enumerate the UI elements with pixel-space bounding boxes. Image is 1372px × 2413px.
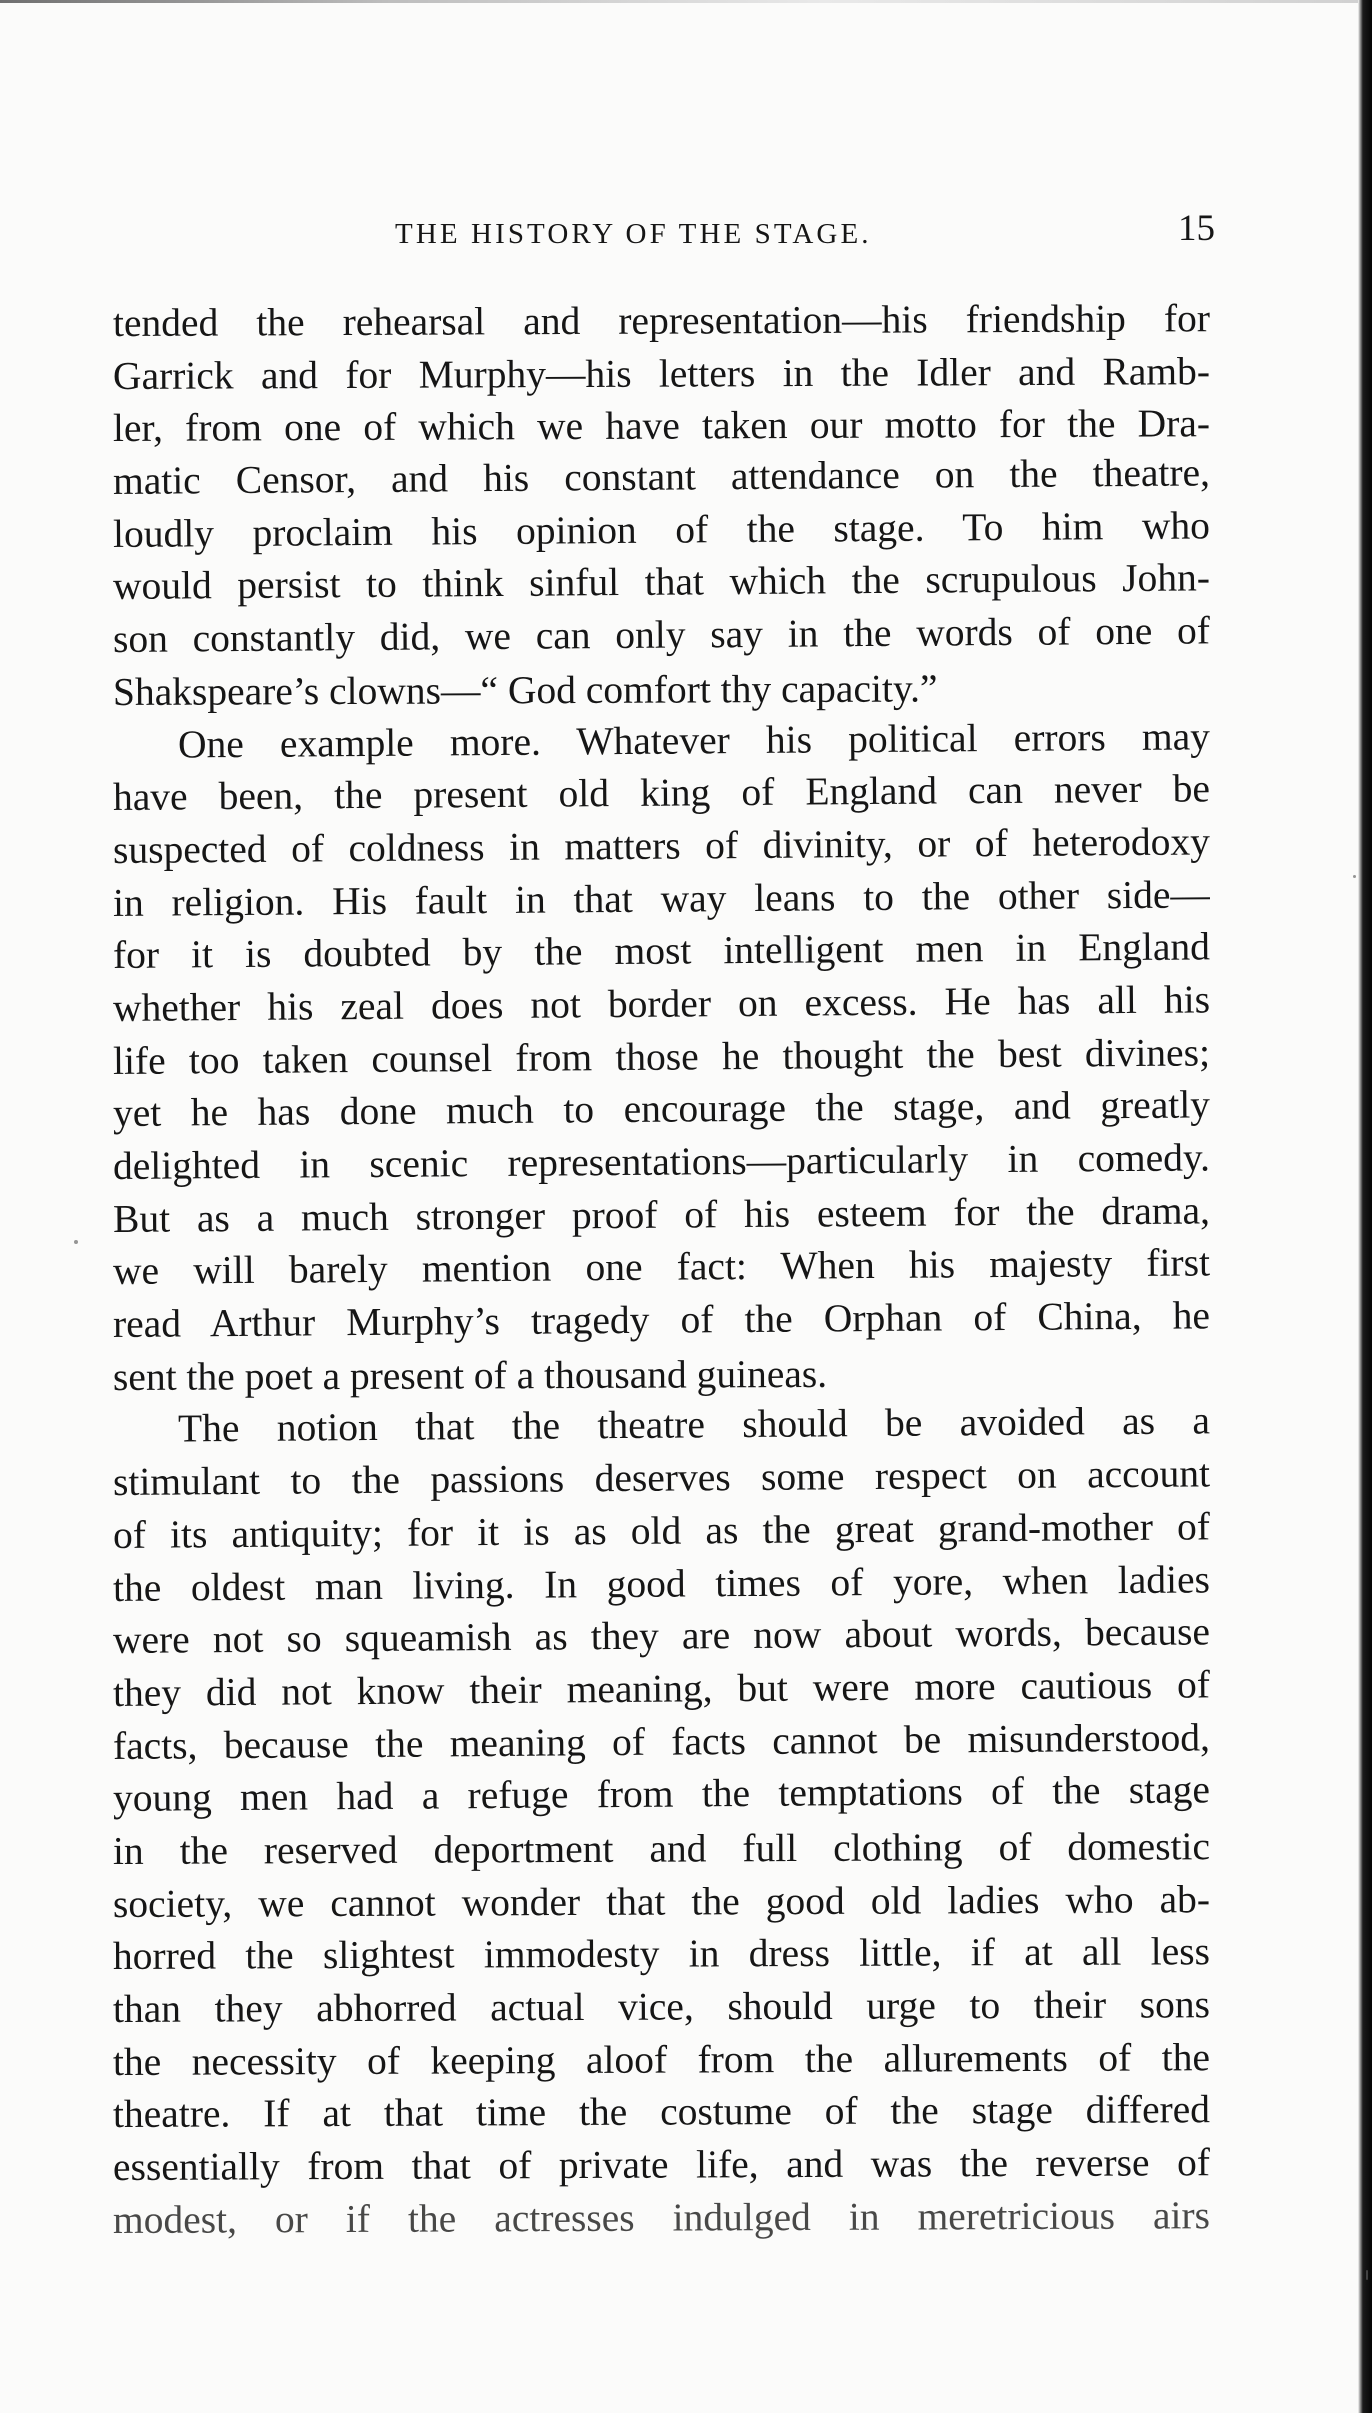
page-number: 15 [1178, 208, 1215, 249]
text-line: yet he has done much to encourage the stage, and greatly [112, 1082, 1211, 1136]
paragraph-king-example [112, 713, 1211, 1404]
text-line: whether his zeal does not border on excess. He has all his [112, 977, 1211, 1030]
scan-speck [1366, 2270, 1368, 2280]
text-line: young men had a refuge from the temptations of the stage [112, 1767, 1211, 1821]
text-line: tended the rehearsal and representation—his friendship for [112, 296, 1211, 345]
text-line: One example more. Whatever his political errors may [177, 713, 1211, 766]
text-line: the necessity of keeping aloof from the allurements of the [112, 2034, 1211, 2084]
scan-speck [1353, 875, 1356, 878]
scan-right-edge [1358, 0, 1372, 2413]
text-line: The notion that the theatre should be avoided as a [177, 1398, 1211, 1451]
text-line: than they abhorred actual vice, should urge to their sons [112, 1982, 1211, 2031]
scan-speck [74, 1240, 78, 1244]
text-line: theatre. If at that time the costume of the stage differed [112, 2087, 1211, 2137]
text-line: have been, the present old king of England can never be [112, 766, 1211, 820]
text-line: matic Censor, and his constant attendance on the theatre, [112, 450, 1211, 504]
text-line: ler, from one of which we have taken our motto for the Dra- [112, 401, 1211, 451]
text-line: But as a much stronger proof of his esteem for the drama, [112, 1188, 1211, 1241]
text-line: for it is doubted by the most intelligent men in England [112, 924, 1211, 978]
text-line: society, we cannot wonder that the good old ladies who ab- [112, 1876, 1211, 1926]
text-line: son constantly did, we can only say in the words of one of [112, 608, 1211, 662]
text-line: the oldest man living. In good times of yore, when ladies [112, 1556, 1211, 1610]
text-line: life too taken counsel from those he thought the best divines; [112, 1030, 1211, 1083]
scan-top-edge [0, 0, 1372, 3]
paragraph-johnson-conclusion [113, 297, 1210, 719]
text-line: facts, because the meaning of facts cannot be misunderstood, [112, 1714, 1211, 1768]
text-line: horred the slightest immodesty in dress little, if at all less [112, 1929, 1211, 1979]
text-line: would persist to think sinful that which the scrupulous John- [112, 555, 1211, 609]
text-line: read Arthur Murphy’s tragedy of the Orphan of China, he [112, 1293, 1211, 1347]
text-line: sent the poet a present of a thousand guineas. [112, 1351, 828, 1399]
text-line: Garrick and for Murphy—his letters in the Idler and Ramb- [112, 348, 1211, 398]
text-line: loudly proclaim his opinion of the stage. To him who [112, 503, 1211, 556]
text-line: in the reserved deportment and full clothing of domestic [112, 1824, 1211, 1873]
text-line: they did not know their meaning, but were more cautious of [112, 1662, 1211, 1715]
text-line: modest, or if the actresses indulged in meretricious airs [112, 2192, 1211, 2242]
running-head: THE HISTORY OF THE STAGE. [395, 218, 872, 250]
text-line: stimulant to the passions deserves some respect on account [112, 1451, 1211, 1505]
text-line: were not so squeamish as they are now about words, because [112, 1609, 1211, 1663]
paragraph-theatre-notion [112, 1398, 1211, 2246]
text-line: we will barely mention one fact: When his majesty first [112, 1240, 1211, 1294]
text-line: suspected of coldness in matters of divinity, or of heterodoxy [112, 819, 1211, 872]
text-line: Shakspeare’s clowns—“ God comfort thy capacity.” [112, 666, 938, 714]
text-line: delighted in scenic representations—particularly in comedy. [112, 1135, 1211, 1188]
text-line: in religion. His fault in that way leans to the other side— [112, 871, 1211, 925]
text-line: of its antiquity; for it is as old as the great grand-mother of [112, 1504, 1211, 1557]
text-line: essentially from that of private life, and was the reverse of [112, 2140, 1211, 2190]
book-text-block [113, 297, 1210, 2246]
